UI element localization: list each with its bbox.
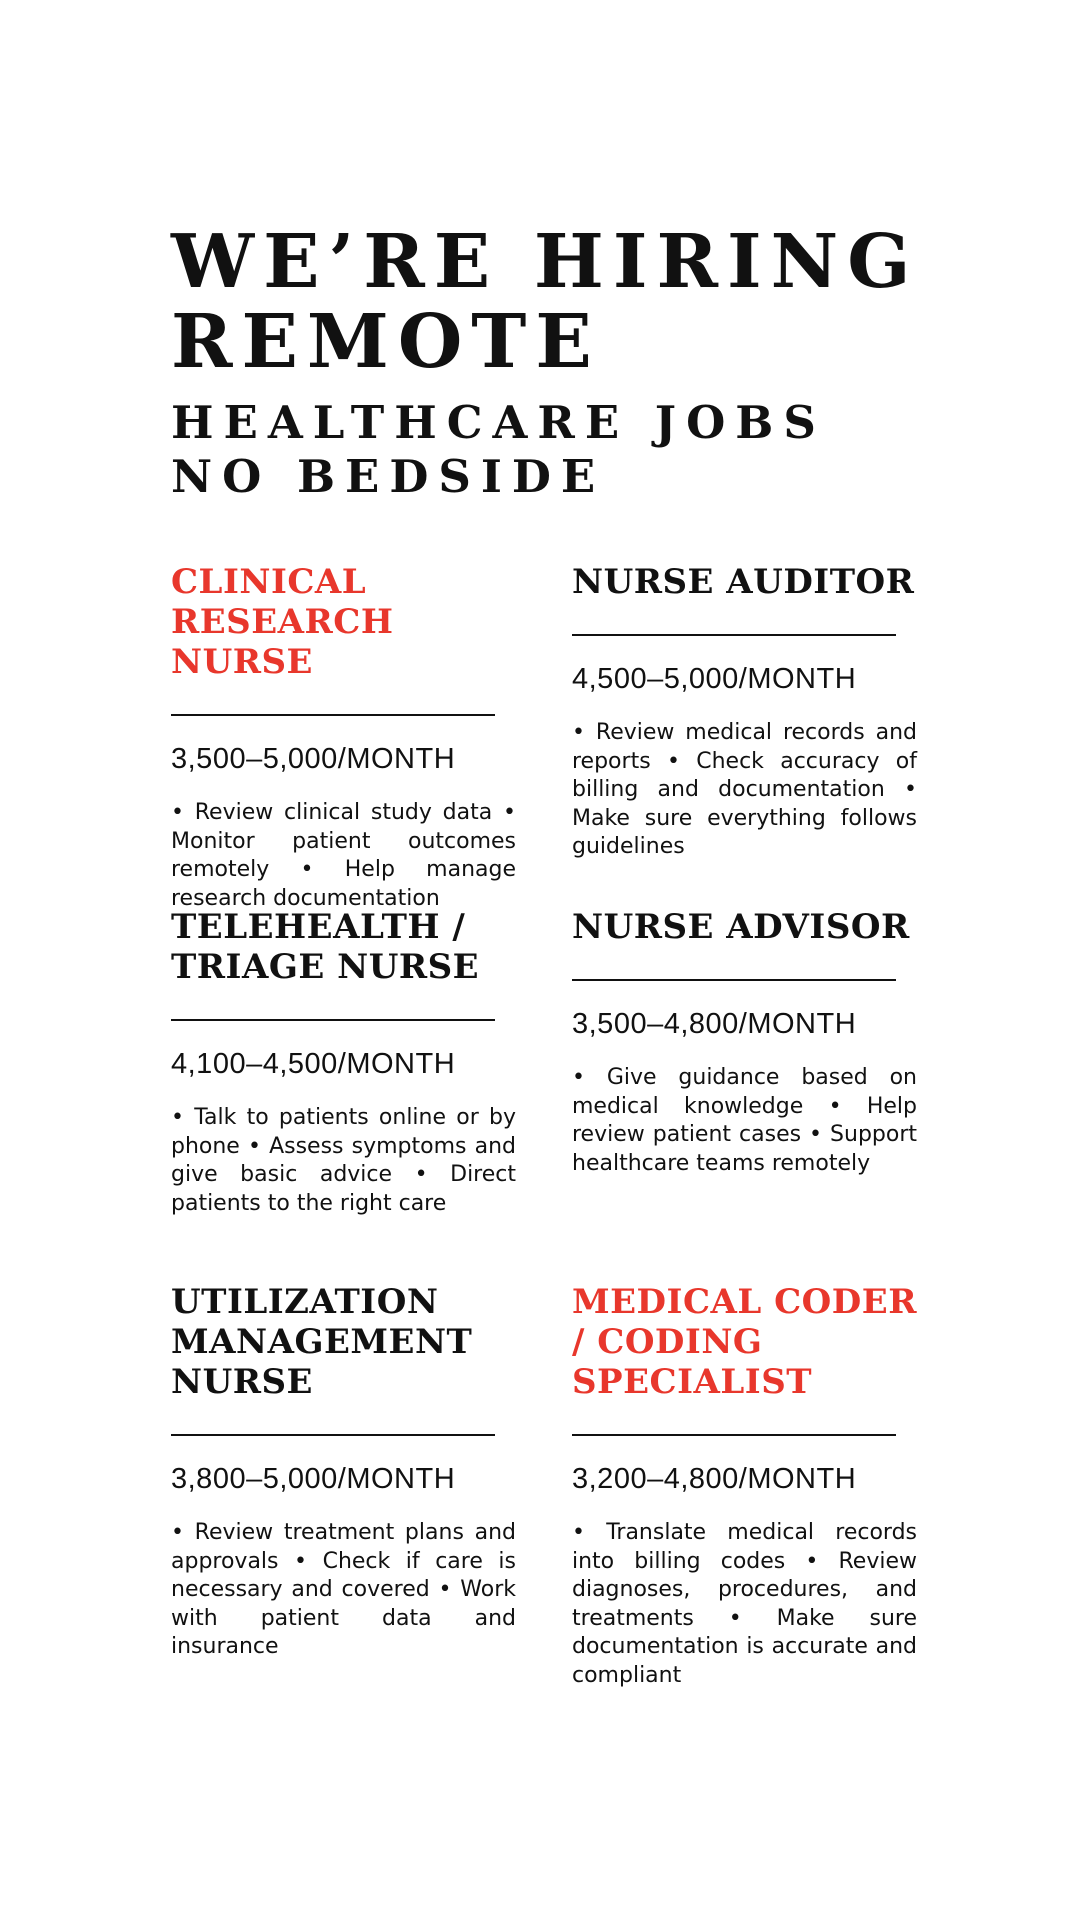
job-description: • Review treatment plans and approvals • Check if care is necessary and covered • Work with patient data and insurance — [171, 1520, 516, 1659]
job-description: • Give guidance based on medical knowledge • Help review patient cases • Support healthcare teams remotely — [572, 1065, 917, 1176]
divider — [171, 1019, 495, 1021]
job-title: NURSE ADVISOR — [572, 907, 910, 947]
job-title: CLINICAL RESEARCH NURSE — [171, 562, 394, 682]
subheadline — [171, 396, 919, 504]
header — [171, 219, 920, 504]
job-card-telehealth-triage-nurse — [171, 907, 516, 1218]
job-description: • Review clinical study data • Monitor patient outcomes remotely • Help manage research documentation — [171, 800, 516, 911]
job-title: UTILIZATION MANAGEMENT NURSE — [171, 1282, 473, 1402]
job-card-clinical-research-nurse — [171, 562, 516, 913]
divider — [572, 979, 896, 981]
job-card-nurse-auditor — [572, 562, 917, 862]
divider — [572, 1434, 896, 1436]
job-salary: 3,500–5,000/MONTH — [171, 743, 456, 775]
job-salary: 4,100–4,500/MONTH — [171, 1048, 456, 1080]
job-salary: 3,800–5,000/MONTH — [171, 1463, 456, 1495]
subheadline-line-1: HEALTHCARE JOBS — [171, 396, 826, 449]
divider — [171, 714, 495, 716]
divider — [572, 634, 896, 636]
headline-line-2: REMOTE — [171, 299, 601, 385]
job-description: • Talk to patients online or by phone • Assess symptoms and give basic advice • Direct patients to the right care — [171, 1105, 516, 1216]
job-salary: 4,500–5,000/MONTH — [572, 663, 857, 695]
subheadline-line-2: NO BEDSIDE — [171, 450, 606, 503]
headline-line-1: WE’RE HIRING — [171, 219, 920, 305]
job-title: TELEHEALTH / TRIAGE NURSE — [171, 907, 480, 987]
divider — [171, 1434, 495, 1436]
job-description: • Review medical records and reports • Check accuracy of billing and documentation • Make sure everything follows guidelines — [572, 720, 917, 859]
job-card-nurse-advisor — [572, 907, 917, 1178]
job-card-utilization-management-nurse — [171, 1282, 516, 1662]
job-card-medical-coder — [572, 1282, 917, 1690]
job-title: MEDICAL CODER / CODING SPECIALIST — [572, 1282, 917, 1402]
job-description: • Translate medical records into billing codes • Review diagnoses, procedures, and treatments • Make sure documentation is accurate and compliant — [572, 1520, 917, 1688]
job-salary: 3,500–4,800/MONTH — [572, 1008, 857, 1040]
job-salary: 3,200–4,800/MONTH — [572, 1463, 857, 1495]
job-title: NURSE AUDITOR — [572, 562, 915, 602]
